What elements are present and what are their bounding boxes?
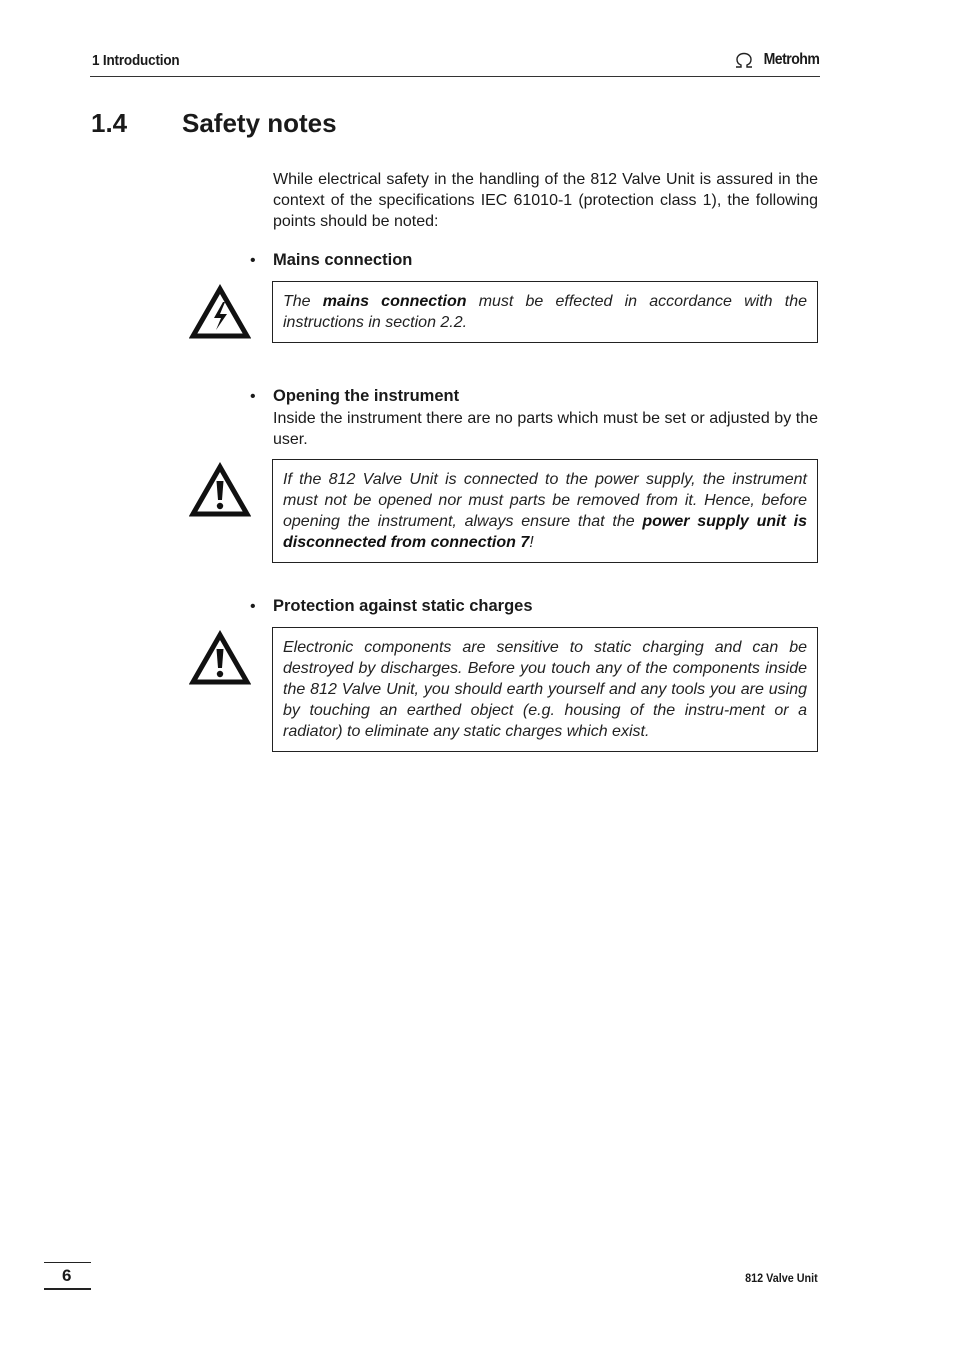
intro-paragraph: While electrical safety in the handling of the 812 Valve Unit is assured in the context of the specifications IEC 61010-1 (protection class 1), the following points should be noted: <box>273 171 818 230</box>
note-box-mains <box>272 281 818 343</box>
note-text: Electronic components are sensitive to static charging and can be destroyed by discharges. Before you touch any of the components inside the 812 Valve Unit, you should earth yourself and any tools you are using by touching an earthed object (e.g. housing of the instru-ment or a radiator) to eliminate any static charges which exist. <box>283 639 807 740</box>
bullet-heading: Protection against static charges <box>273 597 533 615</box>
bullet-static-charges <box>250 597 533 616</box>
electrical-hazard-icon <box>189 284 251 340</box>
section-number: 1.4 <box>91 108 128 138</box>
bullet-heading: Opening the instrument <box>273 387 460 405</box>
note-text-post: must be effected in accordance with the instructions in section 2.2. <box>283 293 808 331</box>
footer-rule-top <box>44 1262 91 1263</box>
note-box-opening <box>272 459 818 563</box>
bullet-opening-instrument <box>250 387 459 406</box>
footer-product: 812 Valve Unit <box>745 1271 818 1285</box>
section-title: Safety notes <box>182 108 337 138</box>
footer-rule <box>44 1288 91 1290</box>
omega-logo-icon <box>734 52 754 68</box>
bullet-mains-connection <box>250 251 412 270</box>
warning-icon <box>189 630 251 686</box>
metrohm-logo <box>734 51 819 69</box>
note-text-post: ! <box>529 534 534 551</box>
opening-instrument-paragraph: Inside the instrument there are no parts which must be set or adjusted by the user. <box>273 410 818 448</box>
header-rule <box>90 76 820 77</box>
note-text-bold: mains connection <box>322 293 467 310</box>
bullet-dot: • <box>250 598 256 615</box>
page-number: 6 <box>62 1266 72 1285</box>
bullet-dot: • <box>250 252 256 269</box>
bullet-dot: • <box>250 388 256 405</box>
note-text-pre: If the 812 Valve Unit is connected to the power supply, the instrument must not be opened nor must parts be removed from it. Hence, before opening the instrument, always ensure that the <box>283 471 807 530</box>
warning-icon <box>189 462 251 518</box>
note-text-pre: The <box>283 293 323 310</box>
logo-text: Metrohm <box>763 51 819 68</box>
running-header-chapter: 1 Introduction <box>92 52 180 69</box>
note-text-bold: power supply unit is disconnected from connection 7 <box>283 513 808 551</box>
note-box-static <box>272 627 818 752</box>
bullet-heading: Mains connection <box>273 251 413 269</box>
